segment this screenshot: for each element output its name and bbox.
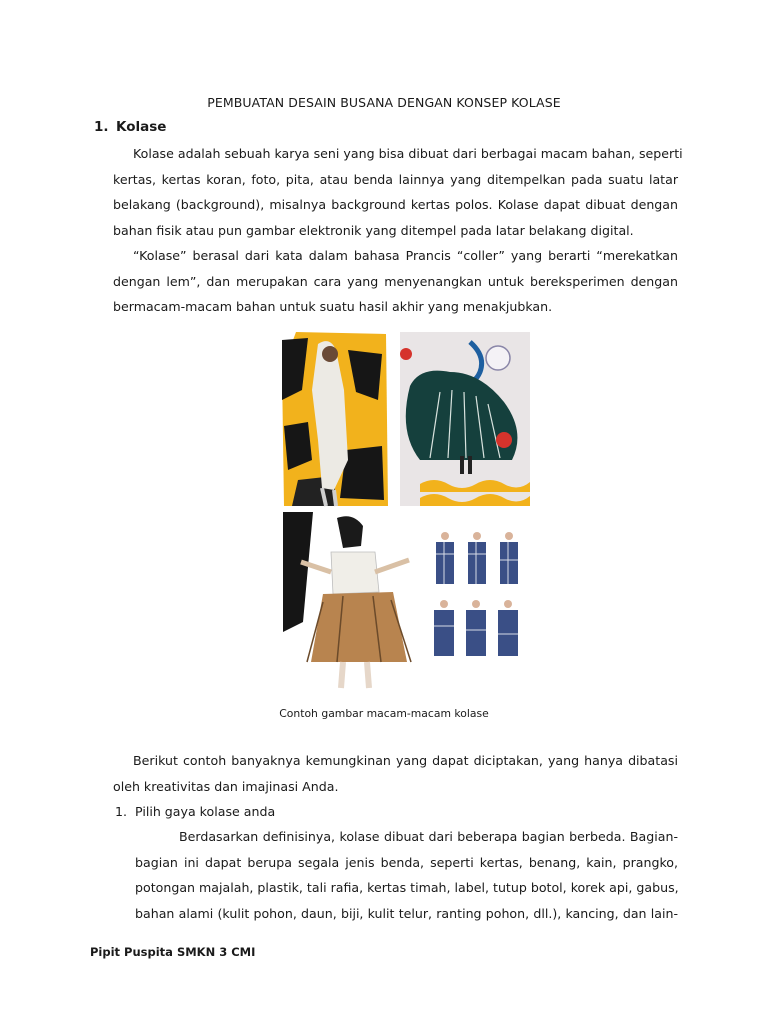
collage-image-plaid-sketches — [430, 530, 528, 666]
text-line: dengan lem”, dan merupakan cara yang menyenangkan untuk bereksperimen dengan — [113, 273, 678, 289]
text-line: Berdasarkan definisinya, kolase dibuat dari beberapa bagian berbeda. Bagian- — [179, 829, 678, 844]
section-heading — [94, 119, 166, 135]
list-item-label: Pilih gaya kolase anda — [135, 804, 276, 819]
list-item-number: 1. — [115, 804, 128, 819]
text-line: bermacam-macam bahan untuk suatu hasil akhir yang menakjubkan. — [113, 299, 553, 314]
paragraph-collage-parts — [135, 824, 678, 926]
collage-image-teal-skirt — [400, 332, 530, 506]
collage-image-yellow-black — [278, 330, 396, 508]
section-number: 1. — [94, 119, 109, 135]
section-label: Kolase — [116, 119, 167, 135]
text-line: Kolase adalah sebuah karya seni yang bisa dibuat dari berbagai macam bahan, seperti — [133, 146, 683, 161]
text-line: oleh kreativitas dan imajinasi Anda. — [113, 778, 339, 794]
page-footer: Pipit Puspita SMKN 3 CMI — [90, 945, 256, 959]
text-line: Berikut contoh banyaknya kemungkinan yang dapat diciptakan, yang hanya dibatasi — [133, 753, 678, 768]
text-line: “Kolase” berasal dari kata dalam bahasa Prancis “coller” yang berarti “merekatkan — [133, 248, 678, 263]
collage-image-model-brown-skirt — [283, 512, 419, 694]
text-line: belakang (background), misalnya background kertas polos. Kolase dapat dibuat dengan — [113, 197, 678, 212]
document-title: PEMBUATAN DESAIN BUSANA DENGAN KONSEP KOLASE — [207, 95, 561, 110]
paragraph-possibilities — [113, 748, 678, 799]
text-line: bagian ini dapat berupa segala jenis benda, seperti kertas, benang, kain, prangko, — [135, 854, 678, 870]
list-item — [115, 804, 275, 819]
figure-caption: Contoh gambar macam-macam kolase — [279, 707, 489, 720]
paragraph-definition — [113, 141, 683, 243]
text-line: bahan fisik atau pun gambar elektronik yang ditempel pada latar belakang digital. — [113, 222, 634, 238]
paragraph-etymology — [113, 243, 678, 320]
text-line: kertas, kertas koran, foto, pita, atau benda lainnya yang ditempelkan pada suatu latar — [113, 171, 678, 187]
text-line: potongan majalah, plastik, tali rafia, kertas timah, label, tutup botol, korek api, gabus, — [135, 880, 679, 895]
text-line: bahan alami (kulit pohon, daun, biji, kulit telur, ranting pohon, dll.), kancing, dan lain- — [135, 905, 678, 921]
